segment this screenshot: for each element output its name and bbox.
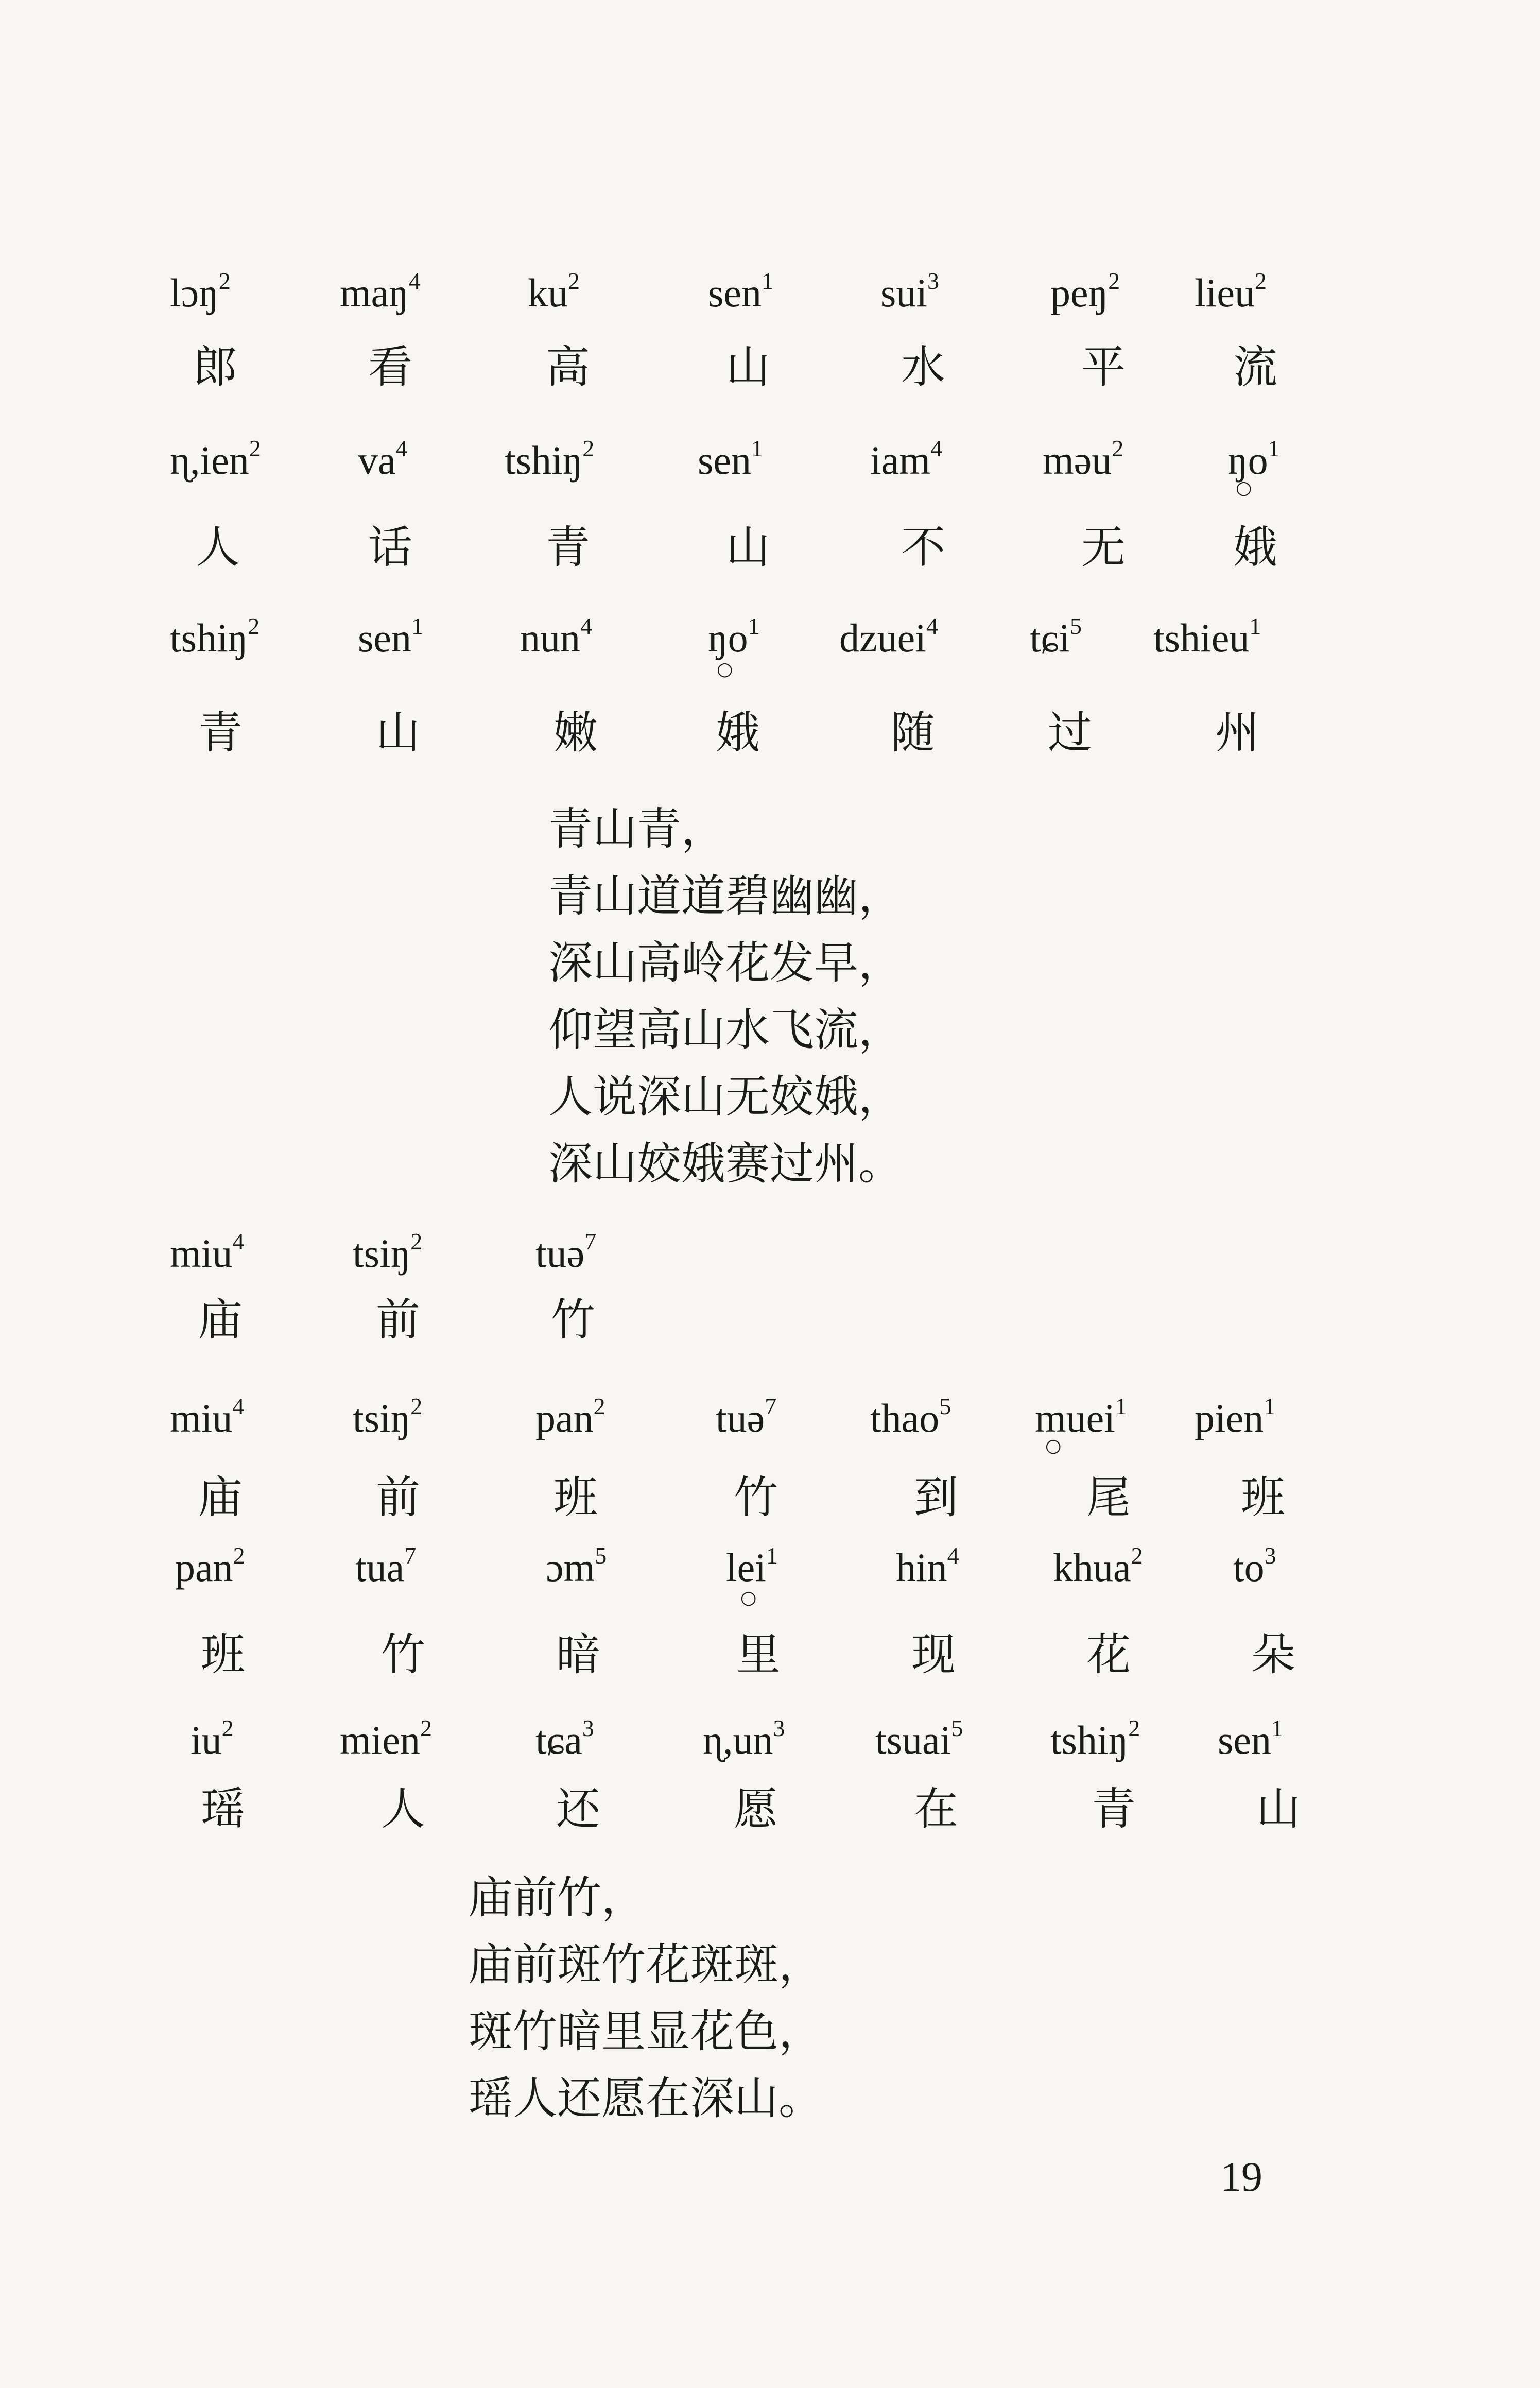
romanization-word: khua$^2$ (1053, 1542, 1143, 1590)
hanzi-gloss: 庙 (198, 1472, 243, 1523)
hanzi-gloss: 嫩 (553, 707, 598, 759)
romanization-word: tshiŋ$^2$ (505, 435, 595, 483)
romanization-word: dzuei$^4$ (839, 613, 938, 660)
hanzi-gloss: 花 (1086, 1629, 1131, 1680)
hanzi-gloss: 班 (201, 1629, 245, 1680)
hanzi-gloss: 山 (376, 707, 420, 759)
romanization-word: $to^3$ (1233, 1542, 1276, 1590)
hanzi-gloss: 班 (1241, 1472, 1285, 1523)
romanization-word: sui$^3$ (880, 268, 940, 315)
hanzi-gloss: 还 (556, 1783, 600, 1835)
hanzi-gloss: 山 (1256, 1783, 1301, 1835)
romanization-word: tshiŋ$^2$ (1050, 1715, 1140, 1762)
romanization-word: $ku^2$ (528, 268, 580, 315)
romanization-word: $va^4$ (358, 435, 408, 483)
hanzi-gloss: 竹 (734, 1472, 778, 1523)
hanzi-gloss: 娥 (716, 707, 760, 759)
romanization-word: tsiŋ$^2$ (353, 1228, 423, 1276)
poem-line: 庙前竹， (469, 1872, 646, 1923)
hanzi-gloss: 流 (1233, 341, 1277, 393)
hanzi-gloss: 话 (368, 522, 412, 573)
hanzi-gloss: 前 (376, 1472, 420, 1523)
romanization-word: muei$^1$ (1035, 1393, 1127, 1440)
romanization-word: $ŋo^1$ (708, 613, 760, 660)
hanzi-gloss: 竹 (551, 1294, 595, 1346)
hanzi-gloss: 不 (901, 522, 945, 573)
hanzi-gloss: 朵 (1251, 1629, 1295, 1680)
hanzi-gloss: 暗 (556, 1629, 600, 1680)
diacritic-ring: ○ (1236, 477, 1252, 499)
hanzi-gloss: 山 (726, 522, 770, 573)
hanzi-gloss: 现 (911, 1629, 956, 1680)
romanization-word: $ɳ,un^3$ (703, 1715, 785, 1762)
poem-translation (548, 796, 903, 1197)
hanzi-gloss: 瑶 (201, 1783, 245, 1835)
hanzi-gloss: 过 (1048, 707, 1092, 759)
romanization-word: lei$^1$ (726, 1542, 778, 1590)
romanization-word: pien$^1$ (1195, 1393, 1276, 1440)
romanization-word: lieu$^2$ (1195, 268, 1267, 315)
hanzi-gloss: 娥 (1233, 522, 1277, 573)
romanization-word: sen$^1$ (708, 268, 773, 315)
hanzi-gloss: 人 (381, 1783, 425, 1835)
romanization-word: tɕa$^3$ (535, 1715, 594, 1762)
romanization-word: peŋ$^2$ (1050, 268, 1120, 315)
hanzi-gloss: 随 (891, 707, 935, 759)
romanization-word: miu$^4$ (170, 1228, 245, 1276)
romanization-word: hin$^4$ (896, 1542, 959, 1590)
poem-line: 深山姣娥赛过州。 (548, 1138, 903, 1190)
hanzi-gloss: 在 (914, 1783, 958, 1835)
romanization-word: maŋ$^4$ (340, 268, 421, 315)
hanzi-gloss: 青 (1092, 1783, 1136, 1835)
hanzi-gloss: 竹 (381, 1629, 425, 1680)
page-number: 19 (1220, 2153, 1262, 2200)
romanization-word: tsuai$^5$ (875, 1715, 963, 1762)
poem-line: 青山青， (548, 803, 725, 855)
poem-line: 仰望高山水飞流， (548, 1004, 903, 1056)
romanization-word: ɔm$^5$ (546, 1542, 607, 1590)
hanzi-gloss: 庙 (198, 1294, 243, 1346)
hanzi-gloss: 山 (726, 341, 770, 393)
romanization-word: tsiŋ$^2$ (353, 1393, 423, 1440)
hanzi-gloss: 青 (198, 707, 243, 759)
hanzi-gloss: 平 (1081, 341, 1126, 393)
hanzi-gloss: 看 (368, 341, 412, 393)
romanization-word: $ŋo^1$ (1228, 435, 1280, 483)
romanization-word: məu$^2$ (1043, 435, 1124, 483)
hanzi-gloss: 高 (546, 341, 590, 393)
romanization-word: sen$^1$ (358, 613, 423, 660)
romanization-word: pan$^2$ (535, 1393, 605, 1440)
hanzi-gloss: 尾 (1086, 1472, 1131, 1523)
hanzi-gloss: 里 (736, 1629, 781, 1680)
romanization-word: miu$^4$ (170, 1393, 245, 1440)
romanization-word: tuə$^7$ (716, 1393, 777, 1440)
hanzi-gloss: 青 (546, 522, 590, 573)
poem-translation (469, 1864, 823, 2132)
hanzi-gloss: 郎 (193, 341, 237, 393)
hanzi-gloss: 人 (196, 522, 240, 573)
romanization-word: sen$^1$ (698, 435, 763, 483)
romanization-word: tshieu$^1$ (1153, 613, 1261, 660)
poem-line: 人说深山无姣娥， (548, 1071, 903, 1123)
romanization-word: sen$^1$ (1218, 1715, 1283, 1762)
poem-line: 斑竹暗里显花色， (469, 2006, 823, 2057)
romanization-word: tua$^7$ (355, 1542, 417, 1590)
romanization-word: iam$^4$ (870, 435, 942, 483)
romanization-word: tɕi$^5$ (1030, 613, 1082, 660)
hanzi-gloss: 前 (376, 1294, 420, 1346)
romanization-word: ɳ,ien$^2$ (170, 435, 261, 483)
hanzi-gloss: 到 (914, 1472, 958, 1523)
poem-line: 青山道道碧幽幽， (548, 870, 903, 922)
romanization-word: nun$^4$ (520, 613, 592, 660)
romanization-word: pan$^2$ (175, 1542, 245, 1590)
hanzi-gloss: 水 (901, 341, 945, 393)
romanization-word: tshiŋ$^2$ (170, 613, 260, 660)
romanization-word: mien$^2$ (340, 1715, 432, 1762)
diacritic-ring: ○ (1045, 1435, 1062, 1456)
romanization-word: $iu^2$ (191, 1715, 234, 1762)
diacritic-ring: ○ (717, 659, 733, 680)
poem-line: 深山高岭花发早， (548, 937, 903, 989)
poem-line: 瑶人还愿在深山。 (469, 2073, 823, 2124)
hanzi-gloss: 愿 (734, 1783, 778, 1835)
romanization-word: tuə$^7$ (535, 1228, 597, 1276)
romanization-word: thao$^5$ (870, 1393, 951, 1440)
hanzi-gloss: 州 (1215, 707, 1259, 759)
hanzi-gloss: 无 (1081, 522, 1126, 573)
hanzi-gloss: 班 (553, 1472, 598, 1523)
diacritic-ring: ○ (740, 1587, 757, 1608)
romanization-word: lɔŋ$^2$ (170, 268, 231, 315)
poem-line: 庙前斑竹花斑斑， (469, 1939, 823, 1990)
